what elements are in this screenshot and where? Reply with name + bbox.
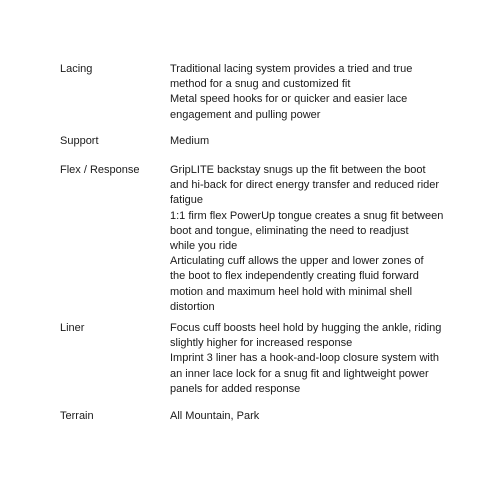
spec-value-line: an inner lace lock for a snug fit and lightweight power [170,367,429,380]
spec-value-line: Metal speed hooks for or quicker and easier lace [170,93,408,106]
spec-value-line: Focus cuff boosts heel hold by hugging the ankle, riding [170,322,442,334]
spec-label: Lacing [60,63,93,75]
spec-value-line: Articulating cuff allows the upper and lower zones of [170,255,424,268]
spec-value-line: motion and maximum heel hold with minimal shell [170,285,413,298]
spec-value-line: and hi-back for direct energy transfer and reduced rider [170,179,440,192]
spec-value-line: slightly higher for increased response [170,337,353,350]
spec-label: Terrain [60,410,94,422]
spec-value-line: while you ride [170,240,238,253]
spec-row-terrain [60,409,460,424]
spec-value-line: method for a snug and customized fit [170,78,351,91]
spec-row-liner [60,321,460,397]
spec-value-line: Traditional lacing system provides a tried and true [170,63,413,75]
spec-value-line: Imprint 3 liner has a hook-and-loop closure system with [170,352,440,365]
spec-value [170,409,460,424]
spec-label: Liner [60,322,85,334]
spec-value-line: fatigue [170,194,204,207]
spec-label: Flex / Response [60,164,140,176]
spec-row-lacing [60,62,460,123]
spec-value [170,321,460,397]
spec-value-line: panels for added response [170,382,301,395]
spec-row-flex-response [60,163,460,315]
spec-value-line: the boot to flex independently creating fluid forward [170,270,419,283]
spec-value [170,163,460,315]
spec-value-line: Medium [170,135,210,147]
spec-row-support [60,134,460,149]
spec-value-line: All Mountain, Park [170,410,260,422]
spec-label: Support [60,135,99,147]
spec-value [170,62,460,123]
spec-value-line: distortion [170,300,215,313]
spec-value-line: GripLITE backstay snugs up the fit between the boot [170,164,426,176]
spec-value-line: engagement and pulling power [170,108,321,121]
spec-value-line: 1:1 firm flex PowerUp tongue creates a snug fit between [170,209,444,222]
spec-value-line: boot and tongue, eliminating the need to readjust [170,224,409,237]
spec-value [170,134,460,149]
